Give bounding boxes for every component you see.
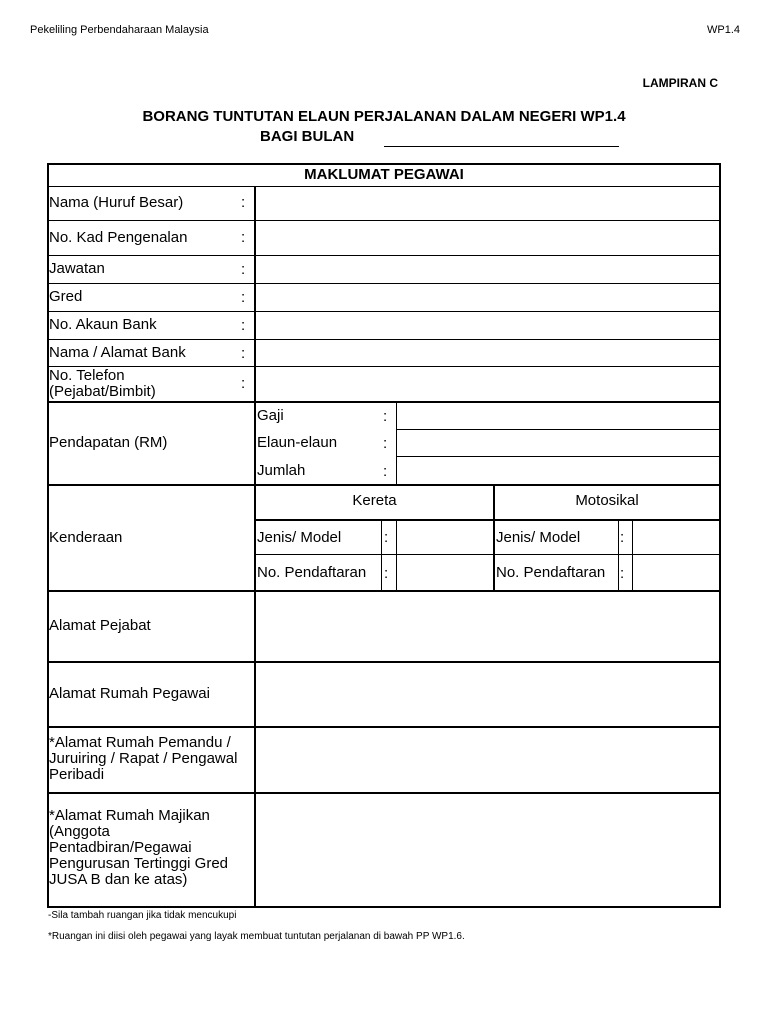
row-divider [47,366,721,367]
field-colon: : [384,529,389,546]
motorcycle-model-input[interactable] [634,522,719,553]
field-input-jawatan[interactable] [256,257,719,282]
car-registration-label: No. Pendaftaran [257,564,367,581]
field-colon: : [384,565,389,582]
field-colon: : [241,317,246,334]
field-colon: : [383,408,388,425]
row-divider [47,484,721,486]
field-colon: : [620,529,625,546]
car-model-label: Jenis/ Model [257,529,342,546]
month-input-line[interactable] [384,146,619,147]
footnote-eligibility: *Ruangan ini diisi oleh pegawai yang layak membuat tuntutan perjalanan di bawah PP WP1.6. [48,931,465,942]
motorcycle-registration-label: No. Pendaftaran [496,564,606,581]
income-elaun-input[interactable] [398,431,719,455]
field-input-akaun[interactable] [256,313,719,338]
home-address-label: Alamat Rumah Pegawai [49,685,210,702]
home-address-input[interactable] [256,663,719,725]
field-input-bank[interactable] [256,341,719,365]
field-label-nama: Nama (Huruf Besar) [49,194,184,211]
field-label-gred: Gred [49,288,83,305]
form-title: BORANG TUNTUTAN ELAUN PERJALANAN DALAM NEGERI WP1.4 [142,108,626,125]
income-gaji-input[interactable] [398,404,719,428]
income-jumlah-input[interactable] [398,458,719,484]
row-divider [396,456,721,457]
vehicle-colon-divider [396,521,397,590]
row-divider [47,339,721,340]
driver-address-input[interactable] [256,728,719,791]
field-colon: : [383,463,388,480]
row-divider [47,401,721,403]
income-jumlah-label: Jumlah [257,462,306,479]
field-label-akaun: No. Akaun Bank [49,316,157,333]
section-header-divider [47,186,721,187]
field-colon: : [620,565,625,582]
car-registration-input[interactable] [398,556,492,589]
row-divider [47,220,721,221]
row-divider [256,554,721,555]
field-colon: : [241,345,246,362]
office-address-label: Alamat Pejabat [49,617,151,634]
income-gaji-label: Gaji [257,407,284,424]
income-label: Pendapatan (RM) [49,434,168,451]
vehicle-car-header: Kereta [352,492,397,509]
vehicle-colon-divider [618,521,619,590]
income-elaun-label: Elaun-elaun [257,434,338,451]
header-circular-name: Pekeliling Perbendaharaan Malaysia [30,24,209,36]
row-divider [47,255,721,256]
motorcycle-model-label: Jenis/ Model [496,529,581,546]
motorcycle-registration-input[interactable] [634,556,719,589]
employer-address-input[interactable] [256,794,719,906]
vehicle-colon-divider [632,521,633,590]
car-model-input[interactable] [398,522,492,553]
field-label-telefon: No. Telefon (Pejabat/Bimbit) [49,367,156,400]
row-divider [47,311,721,312]
row-divider [47,283,721,284]
field-colon: : [241,289,246,306]
field-colon: : [241,194,246,211]
row-divider [256,519,721,521]
vehicle-motorcycle-header: Motosikal [575,492,639,509]
month-label: BAGI BULAN [260,128,355,145]
field-label-kad: No. Kad Pengenalan [49,229,188,246]
office-address-input[interactable] [256,592,719,660]
field-input-gred[interactable] [256,285,719,310]
income-value-divider [396,403,397,485]
field-colon: : [241,375,246,392]
field-colon: : [383,435,388,452]
field-input-telefon[interactable] [256,368,719,400]
field-colon: : [241,229,246,246]
header-form-code: WP1.4 [706,24,740,36]
field-input-nama[interactable] [256,188,719,219]
field-colon: : [241,261,246,278]
field-label-jawatan: Jawatan [49,260,105,277]
vehicle-colon-divider [381,521,382,590]
footnote-add-rows: -Sila tambah ruangan jika tidak mencukupi [48,910,237,921]
section-title: MAKLUMAT PEGAWAI [304,166,464,183]
attachment-label: LAMPIRAN C [642,76,718,90]
employer-address-label: *Alamat Rumah Majikan (Anggota Pentadbiran/Pegawai Pengurusan Tertinggi Gred JUSA B dan ke atas) [49,807,229,888]
row-divider [396,429,721,430]
driver-address-label: *Alamat Rumah Pemandu / Juruiring / Rapat / Pengawal Peribadi [49,734,238,783]
vehicle-label: Kenderaan [49,529,123,546]
field-input-kad[interactable] [256,222,719,254]
field-label-bank: Nama / Alamat Bank [49,344,186,361]
